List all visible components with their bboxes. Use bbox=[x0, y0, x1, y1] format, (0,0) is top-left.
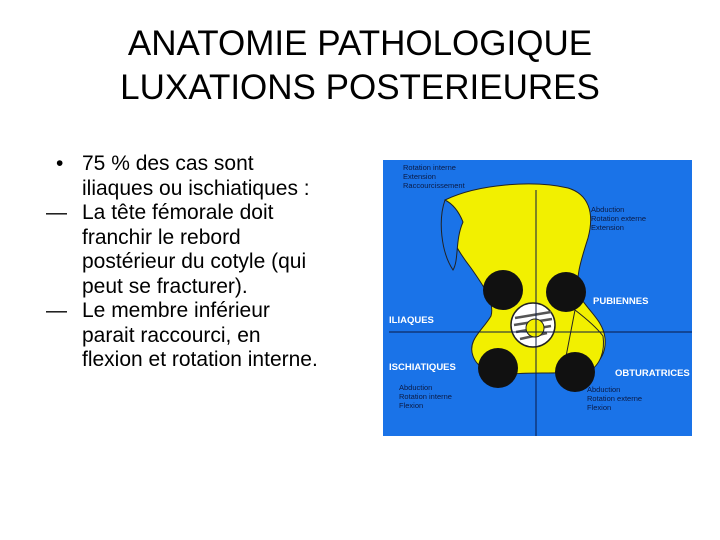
bl-label-2: Rotation interne bbox=[399, 392, 452, 401]
label-obturatrices: OBTURATRICES bbox=[615, 368, 690, 379]
tr-label-3: Extension bbox=[591, 223, 624, 232]
bl-label-1: Abduction bbox=[399, 383, 433, 392]
femoral-head-pubic bbox=[546, 272, 586, 312]
bullet-2-line-1: La tête fémorale doit bbox=[82, 201, 274, 224]
dash-mark: — bbox=[46, 201, 67, 224]
br-label-2: Rotation externe bbox=[587, 394, 643, 403]
bullet-2-line-4: peut se fracturer). bbox=[82, 274, 248, 298]
bullet-2-line-3: postérieur du cotyle (qui bbox=[82, 250, 307, 273]
slide-title bbox=[0, 22, 720, 110]
hip-dislocation-diagram bbox=[383, 160, 692, 436]
tr-label-2: Rotation externe bbox=[591, 214, 647, 223]
bl-label-3: Flexion bbox=[399, 401, 424, 410]
label-iliaques: ILIAQUES bbox=[389, 315, 434, 326]
diagram-svg bbox=[383, 160, 692, 436]
dash-mark: — bbox=[46, 299, 67, 322]
bullet-3-line-3: flexion et rotation interne. bbox=[82, 348, 318, 371]
femoral-head-iliac bbox=[483, 270, 523, 310]
tl-label-3: Raccourcissement bbox=[403, 181, 465, 190]
bullet-3-line-2: parait raccourci, en bbox=[82, 323, 261, 347]
bullet-1-line-2: iliaques ou ischiatiques : bbox=[82, 176, 310, 200]
bullet-3-line-1: Le membre inférieur bbox=[82, 299, 270, 322]
bullet-2-line-2: franchir le rebord bbox=[82, 225, 241, 249]
tr-label-1: Abduction bbox=[591, 205, 625, 214]
label-pubiennes: PUBIENNES bbox=[593, 296, 649, 307]
tl-label-1: Rotation interne bbox=[403, 163, 456, 172]
title-line-1: ANATOMIE PATHOLOGIQUE bbox=[127, 24, 593, 63]
bullet-mark: • bbox=[56, 152, 64, 175]
tl-label-2: Extension bbox=[403, 172, 436, 181]
bullet-1 bbox=[56, 152, 366, 201]
label-ischiatiques: ISCHIATIQUES bbox=[389, 362, 456, 373]
br-label-3: Flexion bbox=[587, 403, 612, 412]
title-line-2: LUXATIONS POSTERIEURES bbox=[120, 68, 600, 107]
bullet-3 bbox=[46, 299, 366, 373]
br-label-1: Abduction bbox=[587, 385, 621, 394]
bullet-2 bbox=[46, 201, 366, 299]
femoral-head-ischiatic bbox=[478, 348, 518, 388]
bullet-1-line-1: 75 % des cas sont bbox=[82, 152, 254, 175]
slide-body bbox=[46, 152, 366, 373]
acetabulum bbox=[511, 303, 555, 347]
